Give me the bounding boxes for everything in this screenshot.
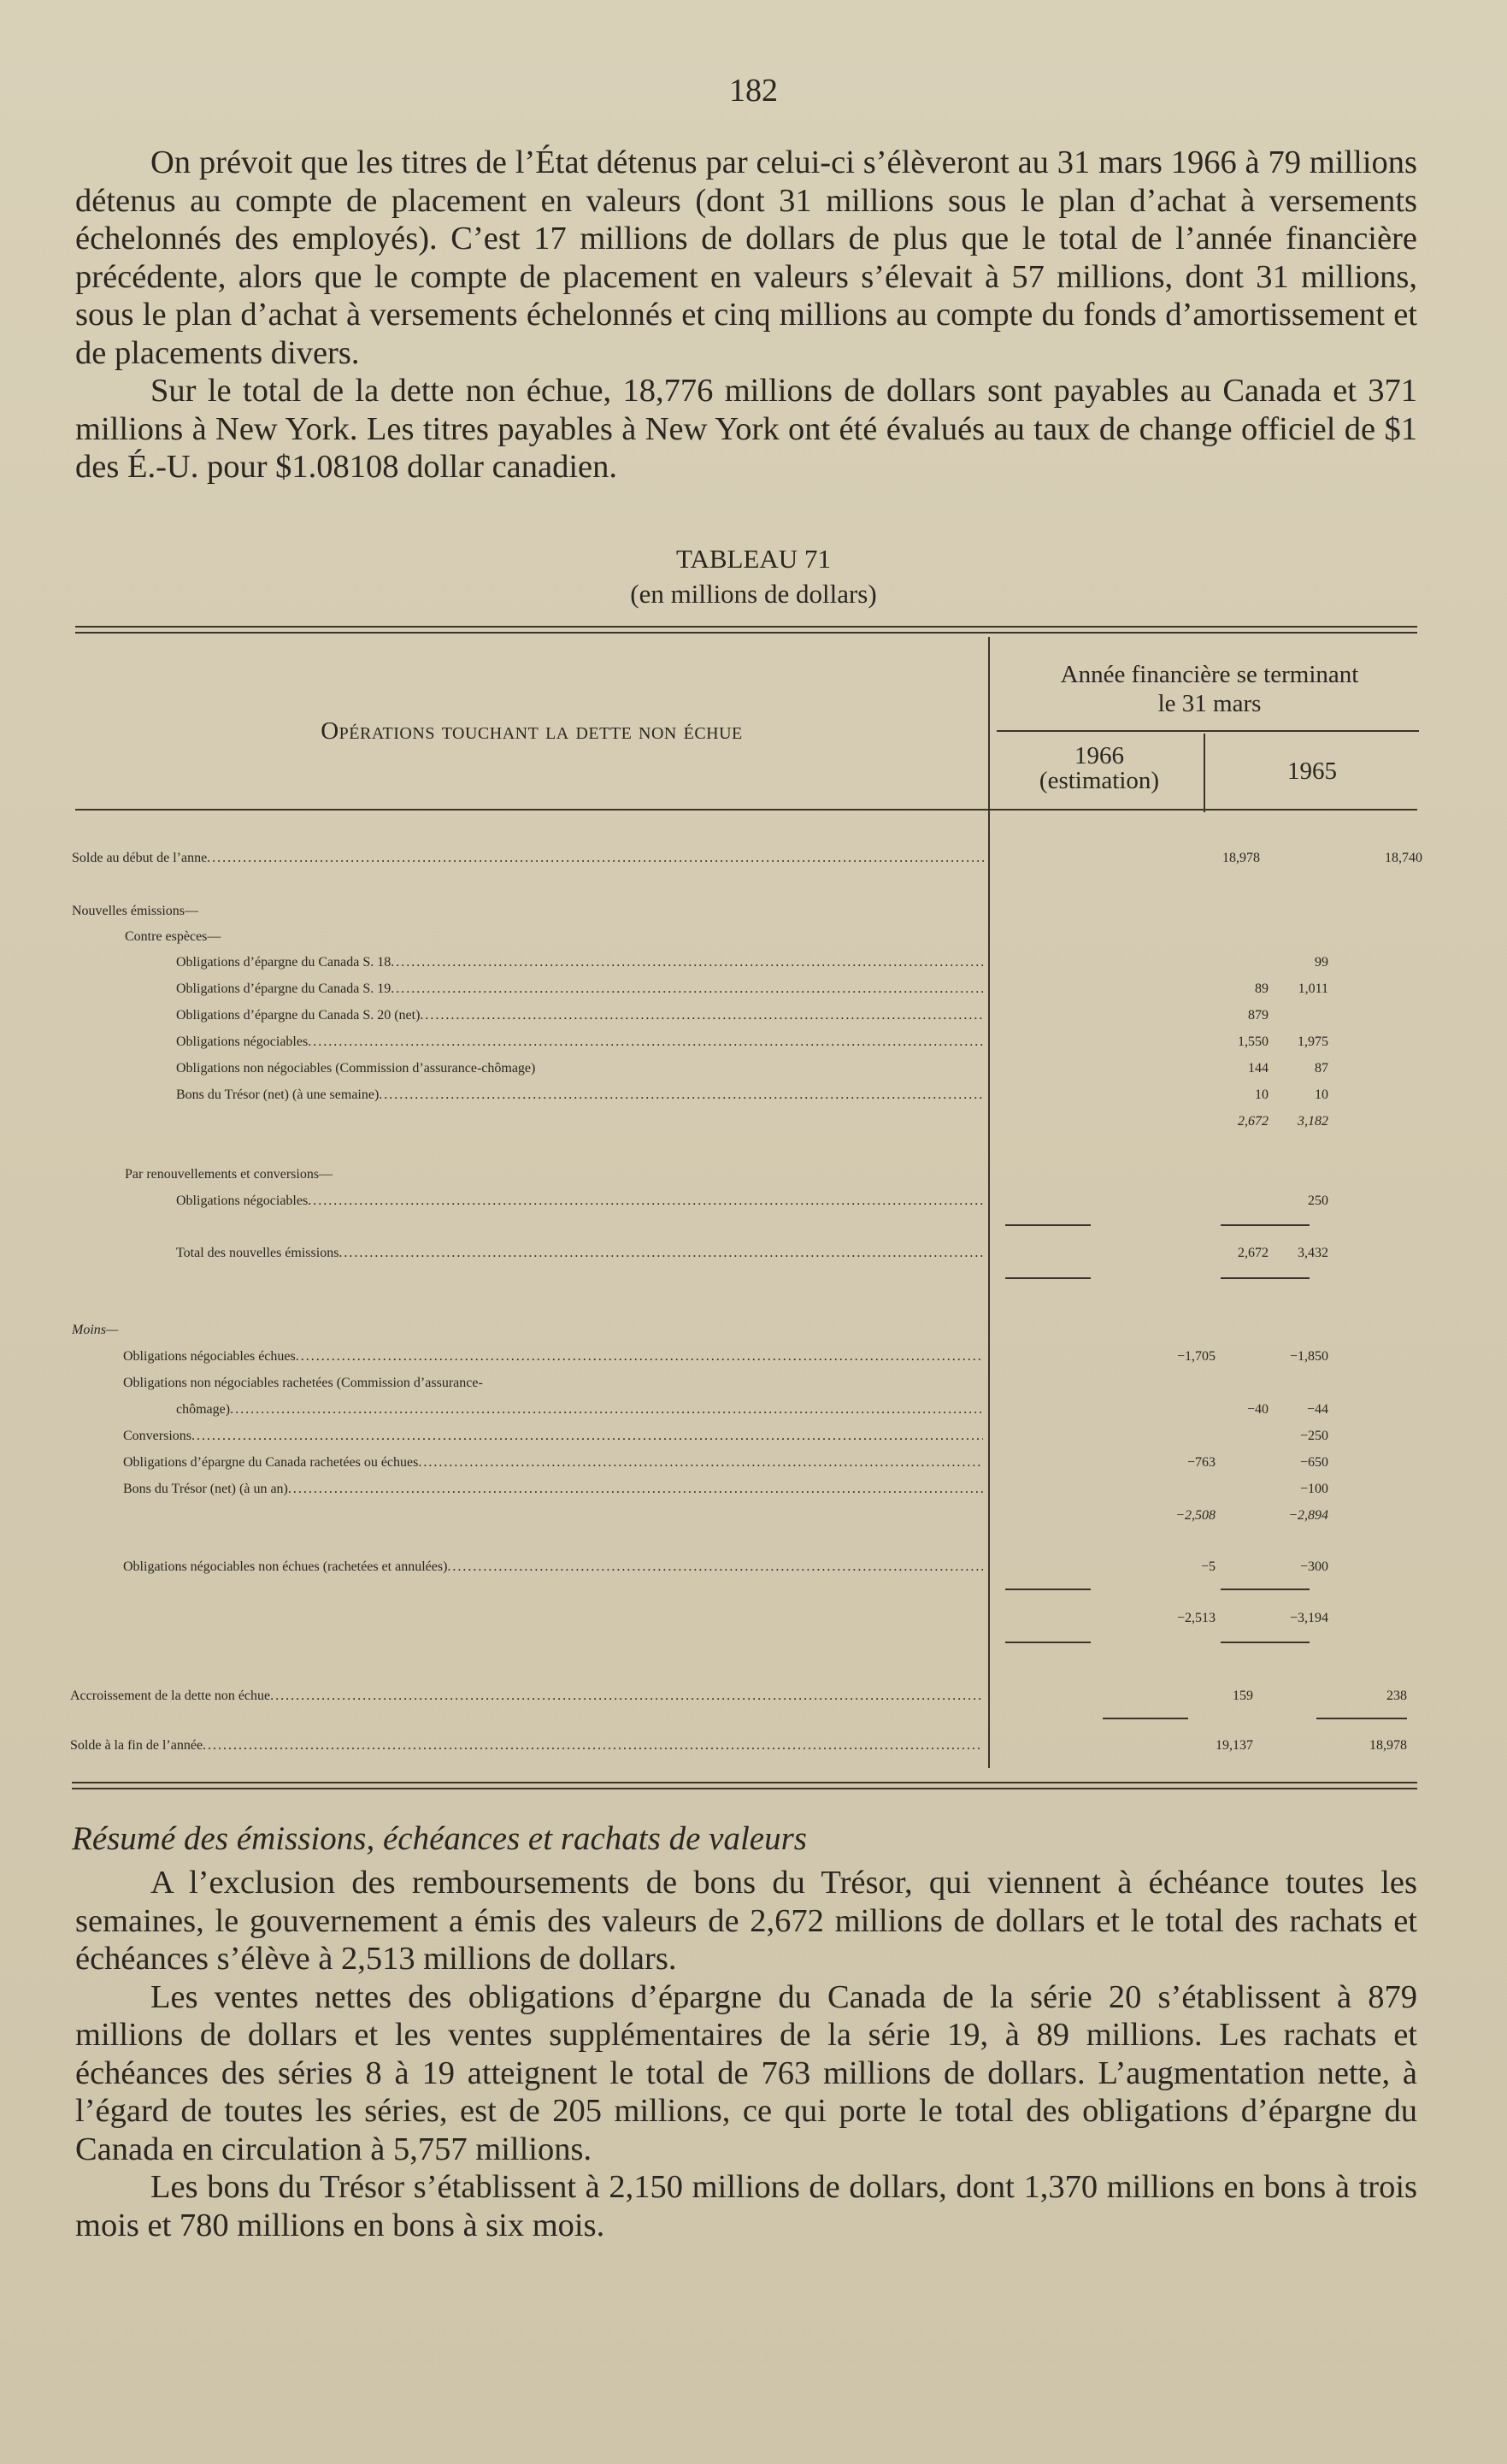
- value-1966: −1,705: [1176, 1349, 1216, 1364]
- row-label: Accroissement de la dette non échue: [70, 1689, 271, 1703]
- value-1965: −1,850: [1289, 1349, 1328, 1364]
- row-label: Nouvelles émissions—: [72, 904, 198, 918]
- header-bottom-rule: [75, 809, 1417, 811]
- value-1965: −650: [1299, 1455, 1328, 1470]
- value-1965: 87: [1315, 1061, 1328, 1076]
- underline: [1221, 1224, 1310, 1226]
- value-1965: −2,894: [1288, 1508, 1328, 1523]
- underline: [1103, 1718, 1188, 1719]
- value-1965: 10: [1315, 1088, 1328, 1102]
- intro-text: [75, 144, 1417, 486]
- value-1965: 1,011: [1298, 981, 1328, 996]
- value-1966: −2,513: [1176, 1611, 1216, 1625]
- table-row: [176, 976, 1422, 1002]
- value-1965: 18,740: [1385, 851, 1422, 865]
- value-1966: −763: [1186, 1455, 1216, 1470]
- row-label: Total des nouvelles émissions: [176, 1246, 339, 1260]
- header-divider: [988, 637, 990, 812]
- paragraph: On prévoit que les titres de l’État détenus par celui-ci s’élèveront au 31 mars 1966 à 79 millions détenus au compte de placement en valeurs (dont 31 millions sous le plan d’achat à versements échelonnés des employés). C’est 17 millions de dollars de plus que le total de l’année financière précédente, alors que le compte de placement en valeurs s’élevait à 57 millions, dont 31 millions, sous le plan d’achat à versements échelonnés et cinq millions au compte du fonds d’amortissement et de placements divers.: [75, 144, 1417, 371]
- paragraph: A l’exclusion des remboursements de bons du Trésor, qui viennent à échéance toutes les semaines, le gouvernement a émis des valeurs de 2,672 millions de dollars et le total des rachats et échéances s’élève à 2,513 millions de dollars.: [75, 1865, 1417, 1977]
- underline: [1005, 1589, 1091, 1590]
- row-label: Conversions: [123, 1429, 191, 1443]
- table-row: [125, 923, 1422, 950]
- value-1966: 159: [1233, 1689, 1253, 1703]
- table-bottom-rule: [72, 1788, 1417, 1789]
- table-row: [176, 1082, 1422, 1108]
- table-top-rule: [75, 632, 1417, 634]
- value-1966: 879: [1248, 1008, 1269, 1023]
- table-row: [176, 1396, 1422, 1423]
- table-row: [176, 1029, 1422, 1055]
- underline: [1221, 1277, 1310, 1279]
- value-1966: 2,672: [1238, 1114, 1269, 1129]
- col-1966-year: 1966: [1074, 742, 1124, 769]
- value-1965: 250: [1308, 1194, 1328, 1208]
- row-label: Obligations d’épargne du Canada rachetées ou échues: [123, 1455, 419, 1470]
- row-label: Obligations négociables non échues (rachetées et annulées): [123, 1559, 448, 1574]
- table-row: [72, 845, 1422, 871]
- value-1965: 99: [1315, 955, 1328, 970]
- table-top-rule: [75, 626, 1417, 628]
- table-row: [123, 1343, 1422, 1370]
- paragraph: Sur le total de la dette non échue, 18,776 millions de dollars sont payables au Canada et 371 millions à New York. Les titres payables à New York ont été évalués au taux de change officiel de $1 des É.-U. pour $1.08108 dollar canadien.: [75, 373, 1417, 485]
- table-row: [70, 1732, 1407, 1759]
- table-row: [176, 1002, 1422, 1029]
- underline: [1316, 1718, 1407, 1719]
- table-subtitle: (en millions de dollars): [630, 579, 877, 609]
- value-1966: −5: [1200, 1559, 1216, 1574]
- table-row: [176, 1055, 1422, 1082]
- paragraph: Les ventes nettes des obligations d’épargne du Canada de la série 20 s’établissent à 879 millions de dollars et les ventes supplémentaires de la série 19, à 89 millions. Les rachats et échéances des séries 8 à 19 atteignent le total de 763 millions de dollars. L’augmentation nette, à l’égard de toutes les séries, est de 205 millions, ce qui porte le total des obligations d’épargne du Canada en circulation à 5,757 millions.: [75, 1978, 1417, 2167]
- row-label: Obligations non négociables (Commission d’assurance-chômage): [176, 1061, 536, 1076]
- col-1965: 1965: [1287, 757, 1337, 785]
- table-row: [70, 1683, 1407, 1709]
- underline: [1005, 1642, 1091, 1643]
- subtotal-row: [123, 1502, 1422, 1529]
- row-label: chômage): [176, 1402, 231, 1417]
- row-label: Bons du Trésor (net) (à un an): [123, 1482, 288, 1496]
- row-label: Par renouvellements et conversions—: [125, 1167, 333, 1182]
- value-1966: 144: [1248, 1061, 1269, 1076]
- value-1966: −2,508: [1175, 1508, 1216, 1523]
- value-1966: 1,550: [1238, 1035, 1269, 1049]
- row-label: Bons du Trésor (net) (à une semaine): [176, 1088, 380, 1102]
- value-1965: 3,182: [1298, 1114, 1328, 1129]
- total-row: [176, 1240, 1422, 1266]
- value-1965: −100: [1299, 1482, 1328, 1496]
- row-label: Contre espèces—: [125, 929, 221, 944]
- row-label: Solde au début de l’anne: [72, 851, 208, 865]
- table-bottom-rule: [72, 1782, 1417, 1783]
- row-label: Obligations négociables: [176, 1194, 309, 1208]
- underline: [1221, 1642, 1310, 1643]
- stub-header: Opérations touchant la dette non échue: [321, 717, 743, 745]
- row-label: Obligations d’épargne du Canada S. 19: [176, 981, 391, 996]
- table-row: [123, 1370, 1422, 1396]
- row-label: Obligations négociables échues: [123, 1349, 296, 1364]
- value-1966: 89: [1255, 981, 1269, 996]
- table-row: [123, 1423, 1422, 1449]
- row-label: Obligations non négociables rachetées (Commission d’assurance-: [123, 1376, 483, 1390]
- row-label: Obligations d’épargne du Canada S. 18: [176, 955, 391, 970]
- underline: [1005, 1277, 1091, 1279]
- table-row: [176, 1188, 1422, 1214]
- value-1966: 10: [1255, 1088, 1269, 1102]
- table-row: [72, 898, 1422, 924]
- paragraph: Les bons du Trésor s’établissent à 2,150 millions de dollars, dont 1,370 millions en bons à trois mois et 780 millions en bons à six mois.: [75, 2169, 1417, 2243]
- summary-text: [75, 1864, 1417, 2244]
- value-1965: −44: [1306, 1402, 1328, 1417]
- value-1966: 18,978: [1222, 851, 1260, 865]
- table-row: [123, 1553, 1422, 1580]
- underline: [1005, 1224, 1091, 1226]
- value-1965: 1,975: [1298, 1035, 1328, 1049]
- value-1965: 3,432: [1298, 1246, 1328, 1260]
- subtotal-row: [176, 1108, 1422, 1135]
- row-label: Obligations négociables: [176, 1035, 309, 1049]
- group-header-rule: [997, 730, 1419, 732]
- value-1965: −250: [1299, 1429, 1328, 1443]
- table-row: [176, 949, 1422, 976]
- total-row: [123, 1605, 1422, 1631]
- row-label: Obligations d’épargne du Canada S. 20 (net): [176, 1008, 421, 1023]
- underline: [1221, 1589, 1310, 1590]
- group-header: Année financière se terminant le 31 mars: [1060, 661, 1359, 717]
- value-1966: 19,137: [1216, 1738, 1253, 1753]
- col-1966-note: (estimation): [1039, 767, 1160, 794]
- value-1965: 18,978: [1369, 1738, 1407, 1753]
- value-1966: −40: [1246, 1402, 1269, 1417]
- value-1966: 2,672: [1238, 1246, 1269, 1260]
- section-heading: Résumé des émissions, échéances et rachats de valeurs: [72, 1820, 807, 1857]
- value-1965: −300: [1299, 1559, 1328, 1574]
- table-row: [123, 1476, 1422, 1502]
- value-1965: −3,194: [1289, 1611, 1328, 1625]
- row-label: Moins—: [72, 1323, 119, 1337]
- row-label: Solde à la fin de l’année: [70, 1738, 203, 1753]
- value-1965: 238: [1386, 1689, 1407, 1703]
- table-title: TABLEAU 71: [676, 544, 831, 574]
- page-number: 182: [729, 73, 778, 109]
- table-row: [72, 1317, 1422, 1343]
- table-row: [123, 1449, 1422, 1476]
- table-row: [125, 1161, 1422, 1188]
